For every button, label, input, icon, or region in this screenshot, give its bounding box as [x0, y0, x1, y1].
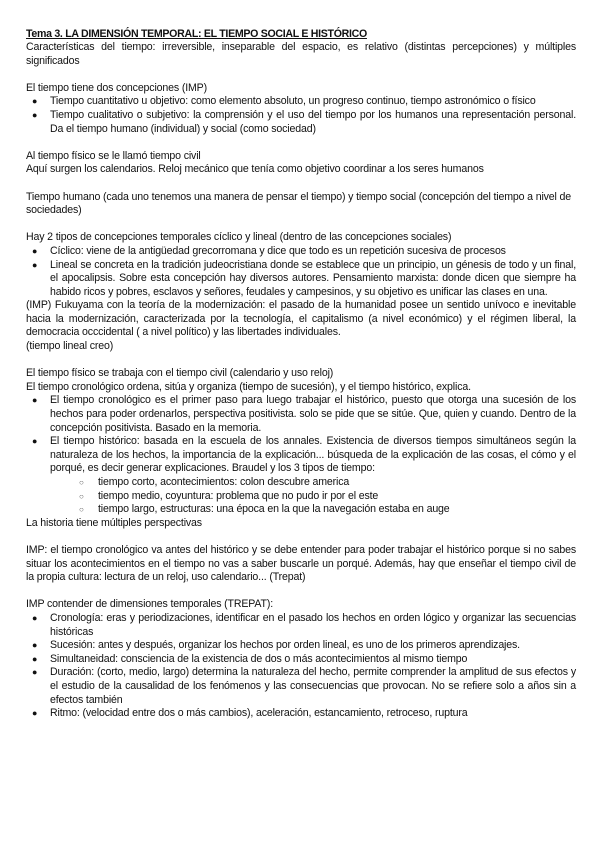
list-item: ● Duración: (corto, medio, largo) determina la naturaleza del hecho, permite comprender la amplitud de sus efectos y el estudio de la causalidad de los fenómenos y las consecuencias que provocan. No se refiere solo a años sin a efectos también: [32, 666, 576, 706]
bullet-icon: ●: [32, 109, 38, 120]
list-item: ● Cíclico: viene de la antigüedad grecorromana y dice que todo es un repetición sucesiva de procesos: [32, 244, 506, 257]
list-item: ● El tiempo histórico: basada en la escuela de los annales. Existencia de diversos tiempos simultáneos según la naturaleza de los hechos, la importancia de la explicación... búsqueda de la explicación de las cosas, el cómo y el porqué, es decir generar explicaciones. Braudel y los 3 tipos de tiempo: ○ tiempo corto, acontecimientos: colon descubre america ○ tiempo medio, coyuntura: problema que no pudo ir por el este ○ tiempo largo, estructuras: una época en la que la navegación estaba en auge: [32, 435, 576, 516]
concepciones-heading: El tiempo tiene dos concepciones (IMP): [26, 81, 207, 94]
list-item: ● Tiempo cuantitativo u objetivo: como elemento absoluto, un progreso continuo, tiempo astronómico o físico: [32, 95, 536, 108]
list-item: ● Cronología: eras y periodizaciones, identificar en el pasado los hechos en orden lógico y organizar las secuencias históricas: [32, 611, 576, 638]
document-title: Tema 3. LA DIMENSIÓN TEMPORAL: EL TIEMPO SOCIAL E HISTÓRICO: [26, 28, 367, 40]
bullet-icon: ●: [32, 436, 38, 447]
tipos-heading: Hay 2 tipos de concepciones temporales cíclico y lineal (dentro de las concepciones sociales): [26, 231, 452, 244]
tiempo-cronologico-line: El tiempo cronológico ordena, sitúa y organiza (tiempo de sucesión), y el tiempo histórico, explica.: [26, 380, 471, 393]
imp-cronologico-paragraph: IMP: el tiempo cronológico va antes del histórico y se debe entender para poder trabajar el histórico porque si no sabes situar los acontecimientos en el tiempo no vas a saber buscarle un porqué. Además, hay que enseñar el tiempo civil de la propia cultura: lectura de un reloj, uso calendario... (Trepat): [26, 543, 576, 584]
concepciones-list: [26, 95, 576, 136]
bullet-icon: ●: [32, 653, 38, 664]
braudel-list: [50, 476, 576, 517]
cronologico-list: [26, 394, 576, 516]
bullet-icon: ●: [32, 612, 38, 623]
tiempo-civil-line: Al tiempo físico se le llamó tiempo civil: [26, 149, 201, 162]
bullet-icon: ●: [32, 259, 38, 270]
perspectivas-line: La historia tiene múltiples perspectivas: [26, 516, 202, 529]
tipos-list: [26, 245, 576, 299]
tiempo-lineal-note: (tiempo lineal creo): [26, 340, 114, 353]
circle-bullet-icon: ○: [79, 505, 84, 515]
document-page: [26, 28, 576, 721]
calendarios-line: Aquí surgen los calendarios. Reloj mecánico que tenía como objetivo coordinar a los seres humanos: [26, 163, 484, 176]
fukuyama-paragraph: (IMP) Fukuyama con la teoría de la modernización: el pasado de la humanidad posee un sentido unívoco e inevitable hacia la modernización, caracterizada por la tecnología, el capitalismo (a nivel económico) y el régimen liberal, la democracia occcidental ( a nivel político) y las libertades individuales.: [26, 299, 576, 339]
dimensiones-heading: IMP contender de dimensiones temporales (TREPAT):: [26, 598, 274, 611]
caracteristicas-paragraph: Características del tiempo: irreversible, inseparable del espacio, es relativo (distintas percepciones) y múltiples significados: [26, 41, 576, 67]
circle-bullet-icon: ○: [79, 491, 84, 501]
list-item: ● Tiempo cualitativo o subjetivo: la comprensión y el uso del tiempo por los humanos una representación personal. Da el tiempo humano (individual) y social (como sociedad): [32, 108, 576, 135]
tiempo-fisico-line: El tiempo físico se trabaja con el tiempo civil (calendario y uso reloj): [26, 367, 334, 380]
bullet-icon: ●: [32, 395, 38, 406]
list-item: ● Ritmo: (velocidad entre dos o más cambios), aceleración, estancamiento, retroceso, ruptura: [32, 707, 468, 720]
list-item: ● El tiempo cronológico es el primer paso para luego trabajar el histórico, puesto que otorga una sucesión de los hechos para poder ordenarlos, perspectiva positivista. solo se pide que se sitúe. Que, quien y cuando. Dentro de la concepción positivista. Basado en la memoria.: [32, 394, 576, 434]
dimensiones-list: [26, 612, 576, 721]
list-item: ● Simultaneidad: consciencia de la existencia de dos o más acontecimientos al mismo tiempo: [32, 652, 468, 665]
circle-bullet-icon: ○: [79, 478, 84, 487]
bullet-icon: ●: [32, 640, 38, 651]
bullet-icon: ●: [32, 708, 38, 719]
bullet-icon: ●: [32, 245, 38, 256]
list-item: ● Lineal se concreta en la tradición judeocristiana donde se establece que un principio, un génesis de todo y un final, el apocalipsis. Sobre esta concepción hay diversos autores. Pensamiento marxista: donde dicen que siempre ha habido ricos y pobres, esclavos y señores, feudales y campesinos, y su objetivo es unificar las clases en una.: [32, 258, 576, 298]
list-item: ○ tiempo medio, coyuntura: problema que no pudo ir por el este: [79, 489, 379, 502]
tiempo-humano-paragraph: Tiempo humano (cada uno tenemos una manera de pensar el tiempo) y tiempo social (concepción del tiempo a nivel de sociedades): [26, 190, 572, 217]
bullet-icon: ●: [32, 667, 38, 678]
list-item: ● Sucesión: antes y después, organizar los hechos por orden lineal, es uno de los primeros aprendizajes.: [32, 639, 520, 652]
list-item: ○ tiempo corto, acontecimientos: colon descubre america: [79, 476, 350, 488]
list-item: ○ tiempo largo, estructuras: una época en la que la navegación estaba en auge: [79, 503, 450, 516]
bullet-icon: ●: [32, 96, 38, 107]
